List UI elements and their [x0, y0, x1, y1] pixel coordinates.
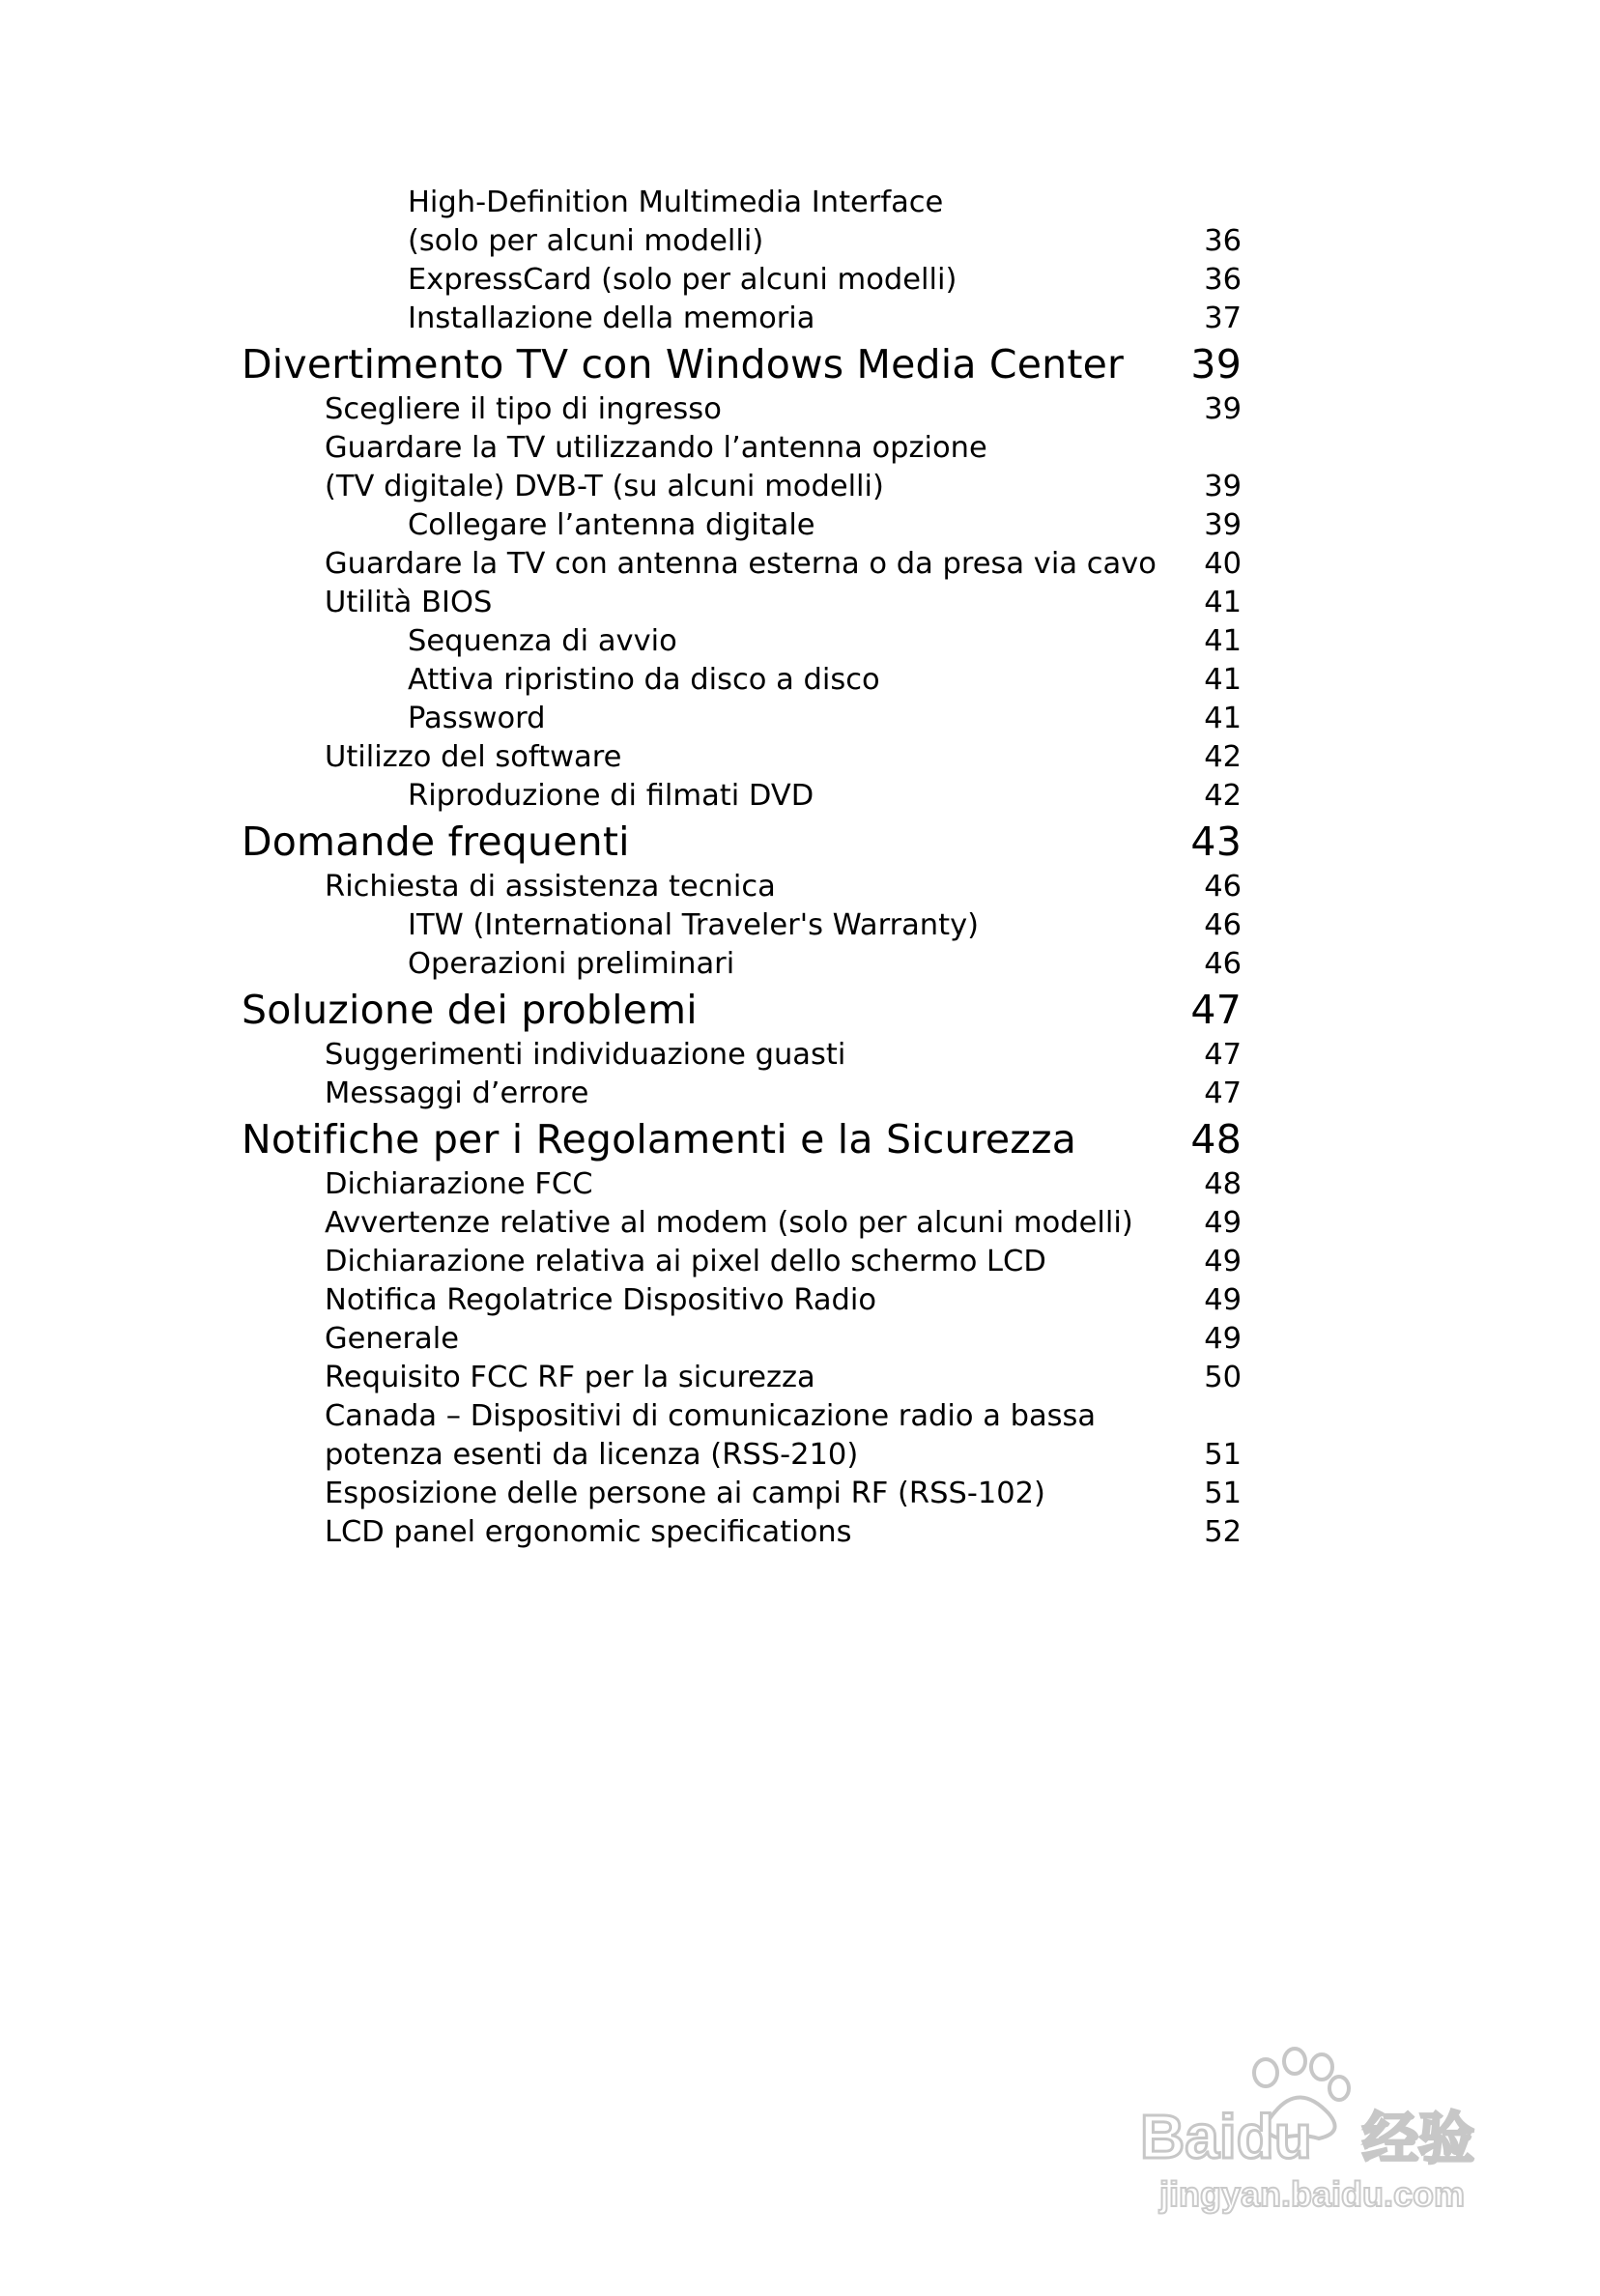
toc-entry-title: Dichiarazione FCC [325, 1167, 593, 1201]
toc-entry[interactable] [242, 1165, 1242, 1204]
toc-entry[interactable] [242, 261, 1242, 300]
toc-entry-page-number: 39 [1204, 470, 1242, 503]
toc-entry-title: (TV digitale) DVB-T (su alcuni modelli) [325, 470, 884, 503]
toc-entry-page-number: 51 [1204, 1477, 1242, 1510]
toc-entry[interactable] [242, 1475, 1242, 1513]
toc-entry-title: Riproduzione di filmati DVD [408, 779, 814, 813]
toc-entry[interactable] [242, 1204, 1242, 1243]
toc-entry-title: (solo per alcuni modelli) [408, 224, 764, 258]
toc-entry-page-number: 39 [1190, 341, 1242, 387]
toc-entry-title: ExpressCard (solo per alcuni modelli) [408, 263, 957, 297]
toc-entry[interactable] [242, 1513, 1242, 1552]
toc-entry[interactable] [242, 184, 1242, 222]
toc-entry-title: Utilizzo del software [325, 740, 622, 774]
toc-entry-page-number: 36 [1204, 263, 1242, 297]
toc-entry-page-number: 41 [1204, 663, 1242, 697]
toc-entry-title: Password [408, 702, 546, 735]
toc-entry-title: Requisito FCC RF per la sicurezza [325, 1361, 815, 1394]
toc-entry-page-number: 47 [1204, 1076, 1242, 1110]
toc-entry-page-number: 40 [1204, 547, 1242, 581]
toc-entry[interactable] [242, 945, 1242, 984]
toc-entry-page-number: 49 [1204, 1245, 1242, 1278]
toc-entry-page-number: 37 [1204, 301, 1242, 335]
toc-chapter[interactable] [242, 338, 1242, 390]
toc-entry[interactable] [242, 222, 1242, 261]
toc-entry[interactable] [242, 468, 1242, 506]
toc-entry[interactable] [242, 661, 1242, 700]
toc-entry-title: Canada – Dispositivi di comunicazione radio a bassa [325, 1399, 1097, 1433]
watermark-brand: Baidu [1140, 2102, 1312, 2171]
toc-entry-title: Sequenza di avvio [408, 624, 677, 658]
toc-entry-page-number: 48 [1190, 1116, 1242, 1162]
toc-entry-page-number: 41 [1204, 624, 1242, 658]
toc-entry-title: Collegare l’antenna digitale [408, 508, 815, 542]
toc-entry-title: potenza esenti da licenza (RSS-210) [325, 1438, 859, 1472]
toc-entry[interactable] [242, 622, 1242, 661]
toc-entry[interactable] [242, 1359, 1242, 1397]
table-of-contents [242, 184, 1242, 1552]
watermark-brand-cn: 经验 [1362, 2106, 1475, 2171]
toc-entry-title: Scegliere il tipo di ingresso [325, 392, 722, 426]
toc-entry-page-number: 41 [1204, 702, 1242, 735]
toc-entry-title: Esposizione delle persone ai campi RF (RSS-102) [325, 1477, 1045, 1510]
toc-chapter[interactable] [242, 1113, 1242, 1165]
toc-entry-page-number: 49 [1204, 1322, 1242, 1356]
toc-entry-page-number: 46 [1204, 870, 1242, 904]
toc-entry-title: Divertimento TV con Windows Media Center [242, 341, 1125, 387]
toc-entry[interactable] [242, 1243, 1242, 1281]
watermark-url: jingyan.baidu.com [1159, 2174, 1466, 2214]
toc-entry[interactable] [242, 1075, 1242, 1113]
toc-entry-page-number: 36 [1204, 224, 1242, 258]
baidu-watermark [1121, 2044, 1507, 2218]
toc-entry-title: Operazioni preliminari [408, 947, 735, 981]
toc-entry-title: Suggerimenti individuazione guasti [325, 1038, 846, 1072]
toc-entry-title: Domande frequenti [242, 818, 630, 865]
toc-entry-page-number: 52 [1204, 1515, 1242, 1549]
toc-entry-page-number: 42 [1204, 740, 1242, 774]
toc-entry-page-number: 48 [1204, 1167, 1242, 1201]
toc-entry-title: Notifiche per i Regolamenti e la Sicurezza [242, 1116, 1077, 1162]
toc-chapter[interactable] [242, 984, 1242, 1036]
toc-entry-page-number: 51 [1204, 1438, 1242, 1472]
toc-entry-title: Utilità BIOS [325, 586, 493, 619]
toc-entry[interactable] [242, 868, 1242, 906]
toc-entry[interactable] [242, 1036, 1242, 1075]
toc-entry-page-number: 39 [1204, 508, 1242, 542]
toc-entry-page-number: 46 [1204, 908, 1242, 942]
toc-entry[interactable] [242, 700, 1242, 738]
toc-entry-title: ITW (International Traveler's Warranty) [408, 908, 980, 942]
toc-entry[interactable] [242, 1397, 1242, 1436]
toc-entry[interactable] [242, 300, 1242, 338]
toc-entry-title: Generale [325, 1322, 459, 1356]
toc-entry-title: Richiesta di assistenza tecnica [325, 870, 776, 904]
toc-chapter[interactable] [242, 816, 1242, 868]
toc-entry-page-number: 47 [1190, 987, 1242, 1033]
toc-entry[interactable] [242, 1320, 1242, 1359]
toc-entry-page-number: 50 [1204, 1361, 1242, 1394]
toc-entry-title: Soluzione dei problemi [242, 987, 698, 1033]
toc-entry-page-number: 49 [1204, 1206, 1242, 1240]
toc-entry[interactable] [242, 584, 1242, 622]
toc-entry-title: Dichiarazione relativa ai pixel dello schermo LCD [325, 1245, 1046, 1278]
toc-entry-title: High-Definition Multimedia Interface [408, 186, 944, 219]
toc-entry[interactable] [242, 545, 1242, 584]
toc-entry[interactable] [242, 390, 1242, 429]
toc-entry-title: Guardare la TV con antenna esterna o da presa via cavo [325, 547, 1157, 581]
toc-entry[interactable] [242, 429, 1242, 468]
toc-entry-title: Notifica Regolatrice Dispositivo Radio [325, 1283, 877, 1317]
toc-entry[interactable] [242, 738, 1242, 777]
toc-entry-title: LCD panel ergonomic specifications [325, 1515, 852, 1549]
toc-entry-page-number: 41 [1204, 586, 1242, 619]
toc-entry-title: Attiva ripristino da disco a disco [408, 663, 880, 697]
toc-entry-page-number: 39 [1204, 392, 1242, 426]
toc-entry-title: Guardare la TV utilizzando l’antenna opzione [325, 431, 987, 465]
toc-entry-page-number: 47 [1204, 1038, 1242, 1072]
toc-entry-page-number: 43 [1190, 818, 1242, 865]
toc-entry-title: Installazione della memoria [408, 301, 815, 335]
toc-entry[interactable] [242, 1281, 1242, 1320]
toc-entry-page-number: 46 [1204, 947, 1242, 981]
toc-entry[interactable] [242, 777, 1242, 816]
toc-entry-page-number: 49 [1204, 1283, 1242, 1317]
toc-entry[interactable] [242, 1436, 1242, 1475]
toc-entry-page-number: 42 [1204, 779, 1242, 813]
toc-entry-title: Avvertenze relative al modem (solo per alcuni modelli) [325, 1206, 1133, 1240]
toc-entry[interactable] [242, 906, 1242, 945]
toc-entry[interactable] [242, 506, 1242, 545]
toc-entry-title: Messaggi d’errore [325, 1076, 589, 1110]
